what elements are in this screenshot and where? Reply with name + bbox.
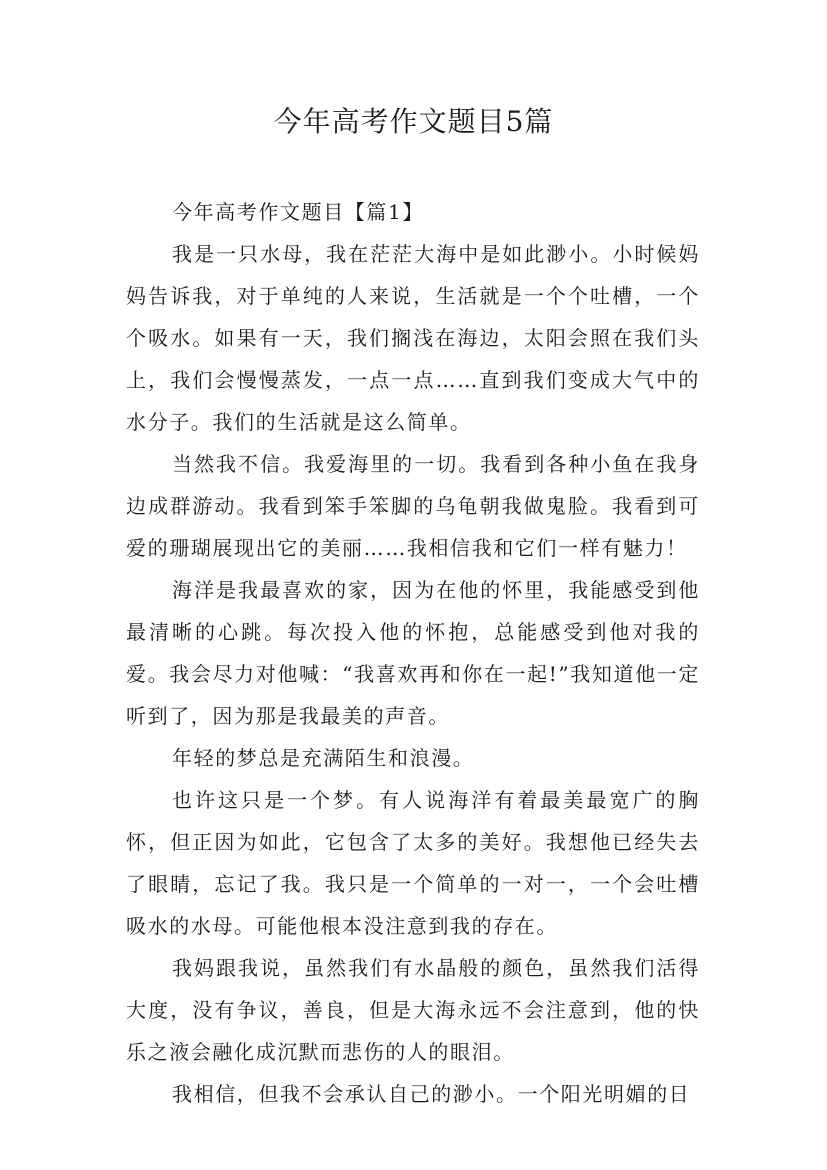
- document-body: [126, 191, 700, 1115]
- paragraph: 海洋是我最喜欢的家，因为在他的怀里，我能感受到他最清晰的心跳。每次投入他的怀抱，总能感受到他对我的爱。我会尽力对他喊：“我喜欢再和你在一起!”我知道他一定听到了，因为那是我最美的声音。: [126, 578, 700, 728]
- paragraph: 我妈跟我说，虽然我们有水晶般的颜色，虽然我们活得大度，没有争议，善良，但是大海永远不会注意到，他的快乐之液会融化成沉默而悲伤的人的眼泪。: [126, 956, 700, 1064]
- paragraph: 也许这只是一个梦。有人说海洋有着最美最宽广的胸怀，但正因为如此，它包含了太多的美好。我想他已经失去了眼睛，忘记了我。我只是一个简单的一对一，一个会吐槽吸水的水母。可能他根本没注意到我的存在。: [126, 788, 700, 938]
- paragraph: 当然我不信。我爱海里的一切。我看到各种小鱼在我身边成群游动。我看到笨手笨脚的乌龟朝我做鬼脸。我看到可爱的珊瑚展现出它的美丽……我相信我和它们一样有魅力！: [126, 452, 700, 560]
- document-title: 今年高考作文题目5篇: [273, 105, 554, 138]
- paragraph: 我是一只水母，我在茫茫大海中是如此渺小。小时候妈妈告诉我，对于单纯的人来说，生活就是一个个吐槽，一个个吸水。如果有一天，我们搁浅在海边，太阳会照在我们头上，我们会慢慢蒸发，一点一点……直到我们变成大气中的水分子。我们的生活就是这么简单。: [126, 242, 700, 434]
- paragraph: 我相信，但我不会承认自己的渺小。一个阳光明媚的日: [172, 1082, 691, 1106]
- paragraph: 年轻的梦总是充满陌生和浪漫。: [172, 746, 475, 770]
- section-heading: 今年高考作文题目【篇1】: [172, 200, 424, 224]
